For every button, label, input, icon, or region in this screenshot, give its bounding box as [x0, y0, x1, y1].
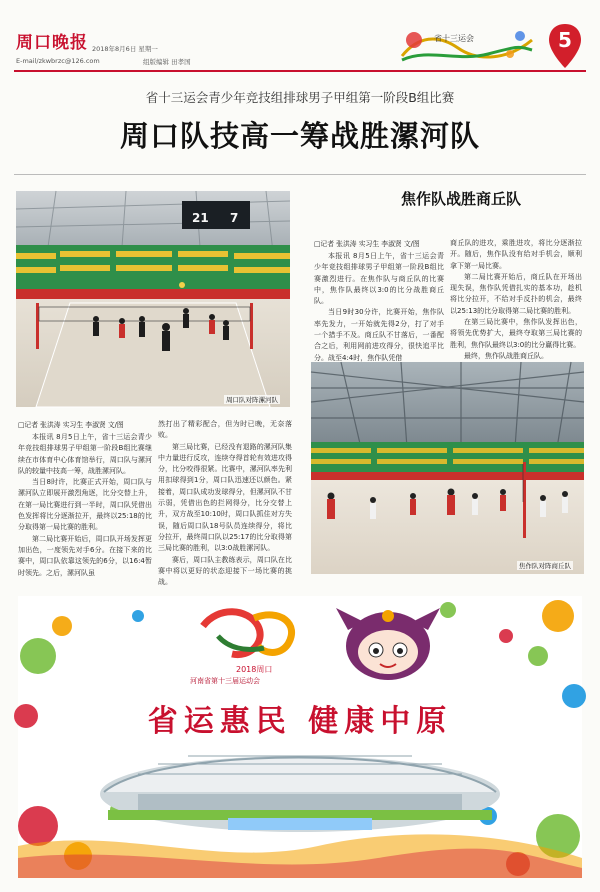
scoreboard-left: 21 — [192, 211, 209, 225]
article2-photo-caption: 焦作队对阵商丘队 — [519, 562, 571, 570]
article2-byline: □记者 张洪涛 实习生 李淑贤 文/图 — [314, 240, 420, 248]
article1-col2-paragraph: 第三局比赛，已经没有退路的漯河队集中力量进行反攻，连续夺得首轮有效进攻得分，比分咬得很紧。比赛中，漯河队率先利用扣球得到1分，周口队迅速还以颜色。紧接着，周口队成功发球得分，但漯河队不甘示弱，凭借出色的拦网得分，比分交替上升，双方战至10:10时，周口队抓住对方失误，随后周口队18号队员连续得分，将比分拉开，最终周口队以25:17的比分取得第三局比赛的胜利，以3:0战胜漯河队。 — [158, 442, 292, 553]
volleyball-court-photo-1 — [16, 191, 290, 407]
contact-email: E-mail/zkwbrzc@126.com — [16, 57, 100, 65]
games-header-title: 省十三运会 — [434, 34, 474, 43]
games-header-logo — [398, 26, 536, 64]
article1-col2-paragraph: 赛后，周口队主教练表示，周口队在比赛中将以更好的状态迎接下一场比赛的挑战。 — [158, 555, 292, 587]
games-slogan: 省运惠民 健康中原 — [147, 704, 453, 739]
article2-column-1 — [314, 251, 444, 362]
article2-photo — [311, 362, 584, 574]
article1-photo — [16, 191, 290, 407]
games-header-logo-art — [398, 26, 536, 64]
article1-col2-paragraph: 然打出了精彩配合，但为时已晚，无奈落败。 — [158, 420, 292, 440]
article2-col2-paragraph: 在第三局比赛中，焦作队发挥出色，将领先优势扩大，最终夺取第三局比赛的胜利，焦作队最终以3:0的比分赢得比赛。 — [450, 318, 582, 349]
layout-editor: 组版编辑 田孝国 — [143, 58, 191, 66]
article1-col1-paragraph: 本报讯 8月5日上午，省十三运会青少年竞技组排球男子甲组第一阶段B组比赛继续在市体育中心体育馆举行，周口队与漯河队的较量中技高一筹，战胜漯河队。 — [18, 433, 152, 475]
article1-headline: 周口队技高一筹战胜漯河队 — [119, 119, 480, 153]
page-number: 5 — [558, 28, 572, 52]
masthead — [0, 0, 600, 72]
scoreboard-right: 7 — [230, 211, 239, 225]
article1-byline: □记者 张洪涛 实习生 李淑贤 文/图 — [18, 421, 124, 429]
article2-col2-paragraph: 最终，焦作队战胜商丘队。 — [464, 351, 548, 360]
article2-col1-paragraph: 当日9时30分许，比赛开始，焦作队率先发力，一开始就先得2分，打了对手一个措手不及。商丘队不甘落后，一番配合之后，利用网前进攻得分，很快追平比分。战至4:4时，焦作队凭借 — [314, 308, 444, 362]
stadium-illustration — [100, 756, 500, 832]
article2-col1-paragraph: 本报讯 8月5日上午，省十三运会青少年竞技组排球男子甲组第一阶段B组比赛激烈进行。在焦作队与商丘队的比赛中，焦作队最终以3:0的比分战胜商丘队。 — [314, 252, 444, 306]
headline-rule — [14, 174, 586, 175]
volleyball-court-photo-2 — [311, 362, 584, 574]
article1-photo-caption: 周口队对阵漯河队 — [226, 396, 278, 404]
newspaper-logo: 周口晚报 — [16, 33, 88, 53]
article1-kicker: 省十三运会青少年竞技组排球男子甲组第一阶段B组比赛 — [145, 90, 455, 105]
games-full-name: 河南省第十三届运动会 — [190, 677, 260, 685]
article1-column-1 — [18, 432, 152, 580]
masthead-rule — [14, 70, 586, 72]
article2-col2-paragraph: 商丘队的进攻，乘胜进攻，将比分逐渐拉开。随后，焦作队没有给对手机会，顺利拿下第一局比赛。 — [450, 239, 582, 270]
page-number-badge — [548, 22, 582, 70]
article1-col1-paragraph: 第二局比赛开始后，周口队开场发挥更加出色，一度领先对手6分。在接下来的比赛中，周口队依靠这领先的6分，以16:4暂时领先。之后，漯河队虽 — [18, 534, 152, 577]
issue-date: 2018年8月6日 星期一 — [92, 45, 158, 53]
article1-column-2 — [158, 419, 292, 587]
article2-headline: 焦作队战胜商丘队 — [400, 190, 521, 208]
article1-col1-paragraph: 当日8时许，比赛正式开始，周口队与漯河队立即展开激烈角逐，比分交替上升，在第一局比赛进行到一半时，周口队凭借出色发挥将比分逐渐拉开，最终以25:18的比分取得第一局比赛的胜利。 — [18, 478, 152, 532]
article2-column-2 — [450, 238, 582, 360]
games-year-text: 2018周口 — [236, 665, 273, 674]
article2-col2-paragraph: 第二局比赛开始后，商丘队在开场出现失误，焦作队凭借扎实的基本功，趁机将比分拉开，不给对手反扑的机会，最终以25:13的比分取得第二局比赛的胜利。 — [450, 272, 582, 315]
games-promo-banner — [18, 596, 582, 878]
